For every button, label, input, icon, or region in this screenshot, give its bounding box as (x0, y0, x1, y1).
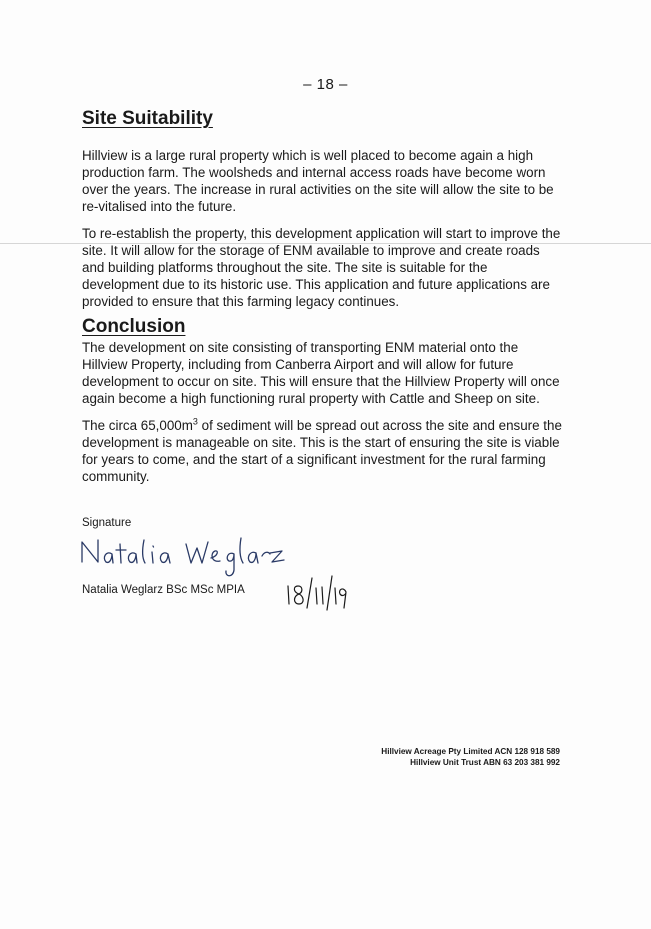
handwritten-signature (78, 532, 288, 580)
heading-conclusion: Conclusion (82, 316, 186, 337)
handwritten-date (285, 574, 349, 614)
paragraph-conclusion-2-start: The circa 65,000m (82, 418, 193, 433)
paragraph-conclusion-1: The development on site consisting of transporting ENM material onto the Hillview Property, including from Canberra Airport and will allow for future development to occur on site. This will ensure that the Hillview Property will once again become a high functioning rural property with Cattle and Sheep on site. (82, 340, 560, 406)
paragraph-conclusion-2-rest: of sediment will be spread out across the site and ensure the development is manageable on site. This is the start of ensuring the site is viable for years to come, and the start of a significant investment for the rural farming community. (82, 418, 562, 484)
signature-label: Signature (82, 517, 132, 529)
footer-line-acn: Hillview Acreage Pty Limited ACN 128 918 589 (381, 747, 560, 756)
heading-site-suitability: Site Suitability (82, 108, 213, 129)
superscript-cubed: 3 (192, 416, 198, 427)
page-number: – 18 – (303, 76, 348, 93)
paragraph-suitability-2: To re-establish the property, this development application will start to improve the site. It will allow for the storage of ENM available to improve and create roads and building platforms throughout the site. The site is suitable for the development due to its historic use. This application and future applications are provided to ensure that this farming legacy continues. (82, 226, 561, 309)
footer-company-info (381, 746, 560, 768)
footer-line-abn: Hillview Unit Trust ABN 63 203 381 992 (410, 758, 560, 767)
signer-name: Natalia Weglarz BSc MSc MPIA (82, 584, 245, 596)
paragraph-conclusion-2 (82, 417, 562, 485)
paragraph-suitability-1: Hillview is a large rural property which is well placed to become again a high production farm. The woolsheds and internal access roads have become worn over the years. The increase in rural activities on the site will allow the site to be re-vitalised into the future. (82, 148, 554, 214)
